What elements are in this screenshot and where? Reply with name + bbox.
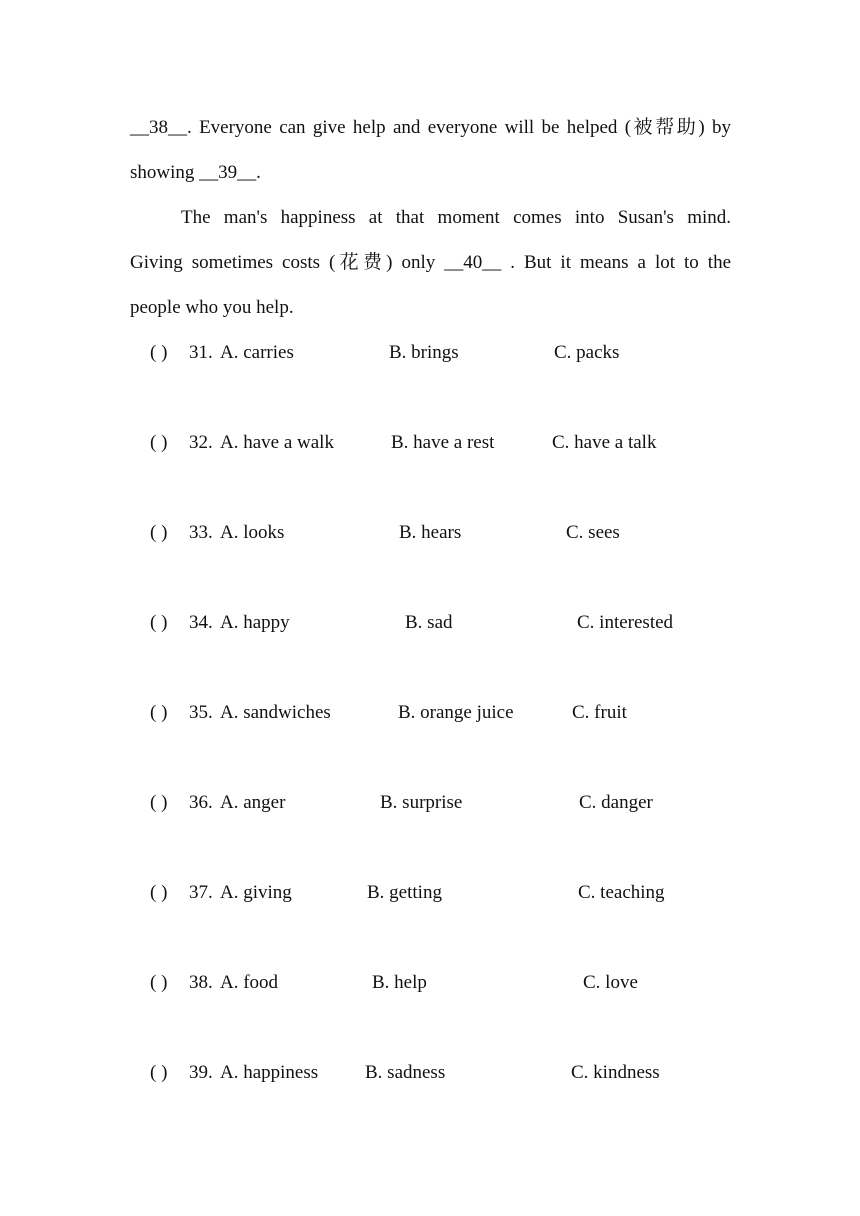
question-number: 36. [189, 792, 213, 813]
question-number: 39. [189, 1062, 213, 1083]
option-c: C. danger [579, 792, 653, 813]
question-number: 38. [189, 972, 213, 993]
option-a: A. sandwiches [220, 702, 331, 723]
answer-bracket[interactable]: ( ) [150, 522, 168, 543]
option-a: A. anger [220, 792, 286, 813]
passage-line-2: showing __39__. [130, 162, 261, 183]
passage-line-1: __38__. Everyone can give help and everyone will be helped (被帮助) by [130, 117, 731, 138]
option-c: C. packs [554, 342, 620, 363]
option-a: A. happy [220, 612, 290, 633]
option-b: B. sadness [365, 1062, 446, 1083]
option-b: B. getting [367, 882, 442, 903]
option-a: A. happiness [220, 1062, 319, 1083]
option-c: C. teaching [578, 882, 665, 903]
answer-bracket[interactable]: ( ) [150, 342, 168, 363]
passage-line-3: The man's happiness at that moment comes into Susan's mind. [181, 207, 731, 228]
option-b: B. sad [405, 612, 453, 633]
option-a: A. carries [220, 342, 294, 363]
answer-bracket[interactable]: ( ) [150, 612, 168, 633]
option-c: C. interested [577, 612, 674, 633]
option-a: A. looks [220, 522, 285, 543]
option-a: A. have a walk [220, 432, 334, 453]
question-number: 35. [189, 702, 213, 723]
option-b: B. surprise [380, 792, 463, 813]
question-number: 32. [189, 432, 213, 453]
question-number: 34. [189, 612, 213, 633]
question-number: 33. [189, 522, 213, 543]
option-c: C. have a talk [552, 432, 657, 453]
option-b: B. hears [399, 522, 462, 543]
passage-line-4: Giving sometimes costs (花费) only __40__ . But it means a lot to the [130, 252, 731, 273]
option-b: B. orange juice [398, 702, 514, 723]
answer-bracket[interactable]: ( ) [150, 432, 168, 453]
option-a: A. giving [220, 882, 292, 903]
option-c: C. sees [566, 522, 620, 543]
option-b: B. help [372, 972, 427, 993]
passage-line-5: people who you help. [130, 297, 294, 318]
option-b: B. brings [389, 342, 459, 363]
answer-bracket[interactable]: ( ) [150, 972, 168, 993]
question-number: 31. [189, 342, 213, 363]
answer-bracket[interactable]: ( ) [150, 1062, 168, 1083]
answer-bracket[interactable]: ( ) [150, 882, 168, 903]
question-number: 37. [189, 882, 213, 903]
option-a: A. food [220, 972, 279, 993]
option-b: B. have a rest [391, 432, 495, 453]
answer-bracket[interactable]: ( ) [150, 792, 168, 813]
option-c: C. kindness [571, 1062, 660, 1083]
answer-bracket[interactable]: ( ) [150, 702, 168, 723]
option-c: C. love [583, 972, 638, 993]
option-c: C. fruit [572, 702, 627, 723]
